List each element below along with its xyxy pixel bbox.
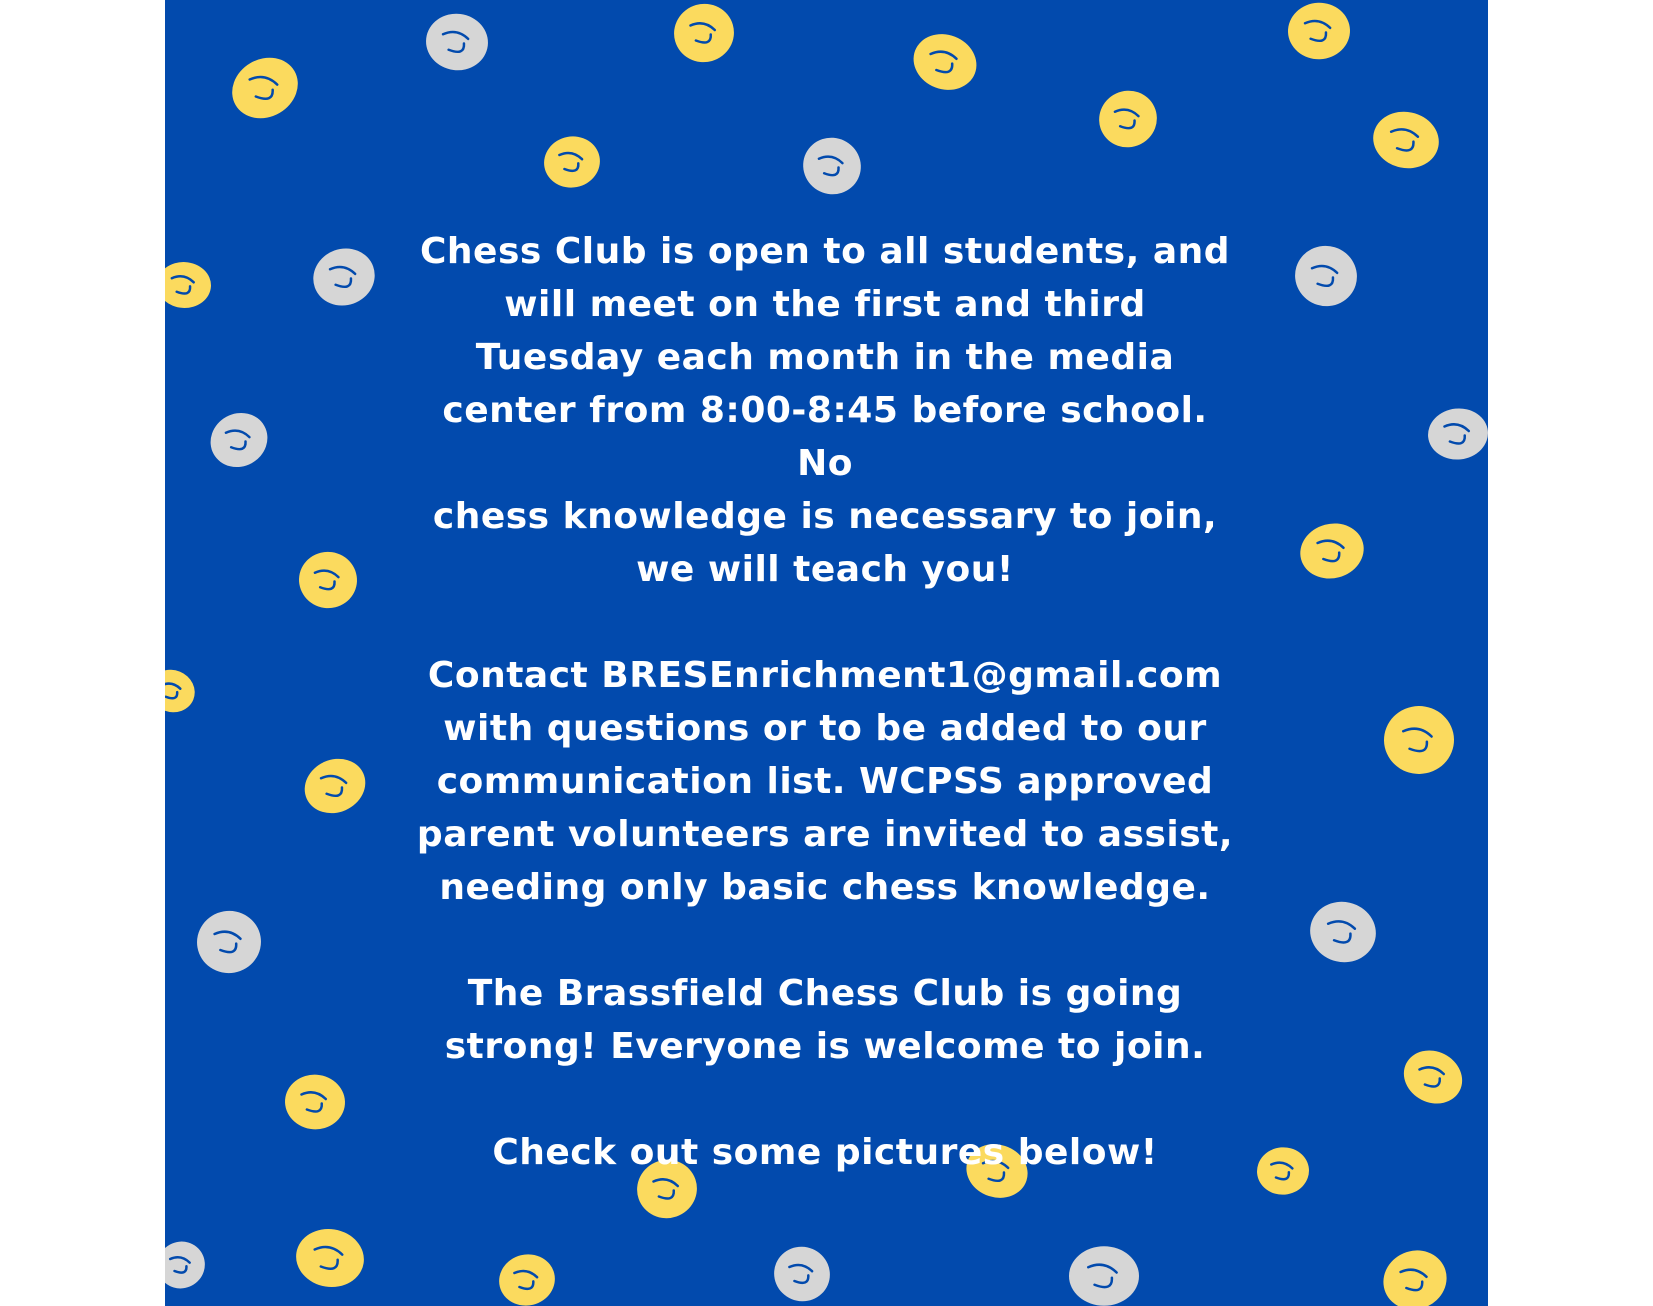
gray-scribble-dot [794,128,871,204]
yellow-scribble-dot [1374,1241,1456,1306]
gray-scribble-dot [1069,1246,1139,1306]
yellow-scribble-dot [1383,705,1454,774]
gray-scribble-dot [1425,406,1488,463]
gray-scribble-dot [192,906,266,978]
gray-scribble-dot [766,1238,839,1306]
gray-scribble-dot [305,240,383,314]
yellow-scribble-dot [296,749,374,822]
yellow-scribble-dot [1294,516,1370,585]
yellow-scribble-dot [905,25,984,99]
announcement-text [410,225,1240,1179]
yellow-scribble-dot [221,46,309,130]
paragraph-schedule: Chess Club is open to all students, and will meet on the first and third Tuesday each month in the media center from 8:00-8:45 before school. No chess knowledge is necessary to join, we will teach you! [419,231,1231,590]
blue-flyer-panel [165,0,1488,1306]
yellow-scribble-dot [165,261,212,310]
gray-scribble-dot [201,403,277,477]
yellow-scribble-dot [283,1073,347,1132]
gray-scribble-dot [165,1233,213,1297]
yellow-scribble-dot [295,548,360,612]
yellow-scribble-dot [667,0,741,69]
yellow-scribble-dot [292,1224,368,1292]
yellow-scribble-dot [1287,2,1351,61]
yellow-scribble-dot [494,1249,561,1306]
yellow-scribble-dot [1395,1041,1472,1114]
yellow-scribble-dot [1368,106,1444,175]
paragraph-contact: Contact BRESEnrichment1@gmail.com with questions or to be added to our communication list. WCPSS approved parent volunteers are invited to assist, needing only basic chess knowledge. [416,655,1234,908]
yellow-scribble-dot [165,663,201,719]
gray-scribble-dot [423,10,491,74]
paragraph-pictures: Check out some pictures below! [492,1132,1158,1173]
yellow-scribble-dot [540,132,605,193]
gray-scribble-dot [1304,895,1382,968]
yellow-scribble-dot [1255,1145,1311,1197]
paragraph-welcome: The Brassfield Chess Club is going strong! Everyone is welcome to join. [444,973,1206,1067]
gray-scribble-dot [1288,238,1365,314]
yellow-scribble-dot [1090,81,1166,157]
